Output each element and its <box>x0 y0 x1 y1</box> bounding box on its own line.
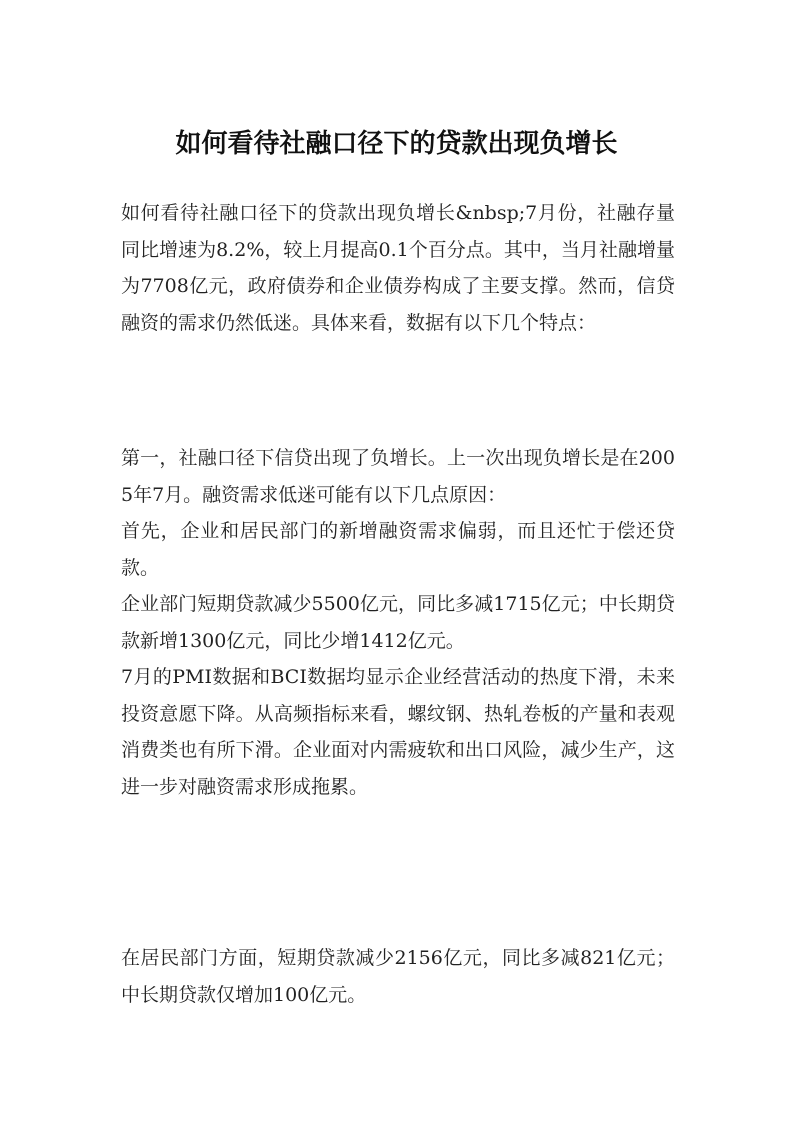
document-title: 如何看待社融口径下的贷款出现负增长 <box>175 129 618 159</box>
section-one-heading-paragraph: 第一，社融口径下信贷出现了负增长。上一次出现负增长是在2005年7月。融资需求低迷可能有以下几点原因： <box>121 447 675 506</box>
intro-block <box>121 195 675 341</box>
pmi-analysis-paragraph: 7月的PMI数据和BCI数据均显示企业经营活动的热度下滑，未来投资意愿下降。从高频指标来看，螺纹钢、热轧卷板的产量和表观消费类也有所下滑。企业面对内需疲软和出口风险，减少生产，这进一步对融资需求形成拖累。 <box>121 666 675 798</box>
intro-paragraph: 如何看待社融口径下的贷款出现负增长&nbsp;7月份，社融存量同比增速为8.2%，较上月提高0.1个百分点。其中，当月社融增量为7708亿元，政府债券和企业债券构成了主要支撑。然而，信贷融资的需求仍然低迷。具体来看，数据有以下几个特点： <box>121 202 675 334</box>
corporate-loans-paragraph: 企业部门短期贷款减少5500亿元，同比多减1715亿元；中长期贷款新增1300亿元，同比少增1412亿元。 <box>121 593 675 652</box>
section-one-block <box>121 440 675 805</box>
household-block <box>121 940 675 1013</box>
household-paragraph: 在居民部门方面，短期贷款减少2156亿元，同比多减821亿元；中长期贷款仅增加100亿元。 <box>121 947 675 1006</box>
first-reason-paragraph: 首先，企业和居民部门的新增融资需求偏弱，而且还忙于偿还贷款。 <box>121 520 675 579</box>
